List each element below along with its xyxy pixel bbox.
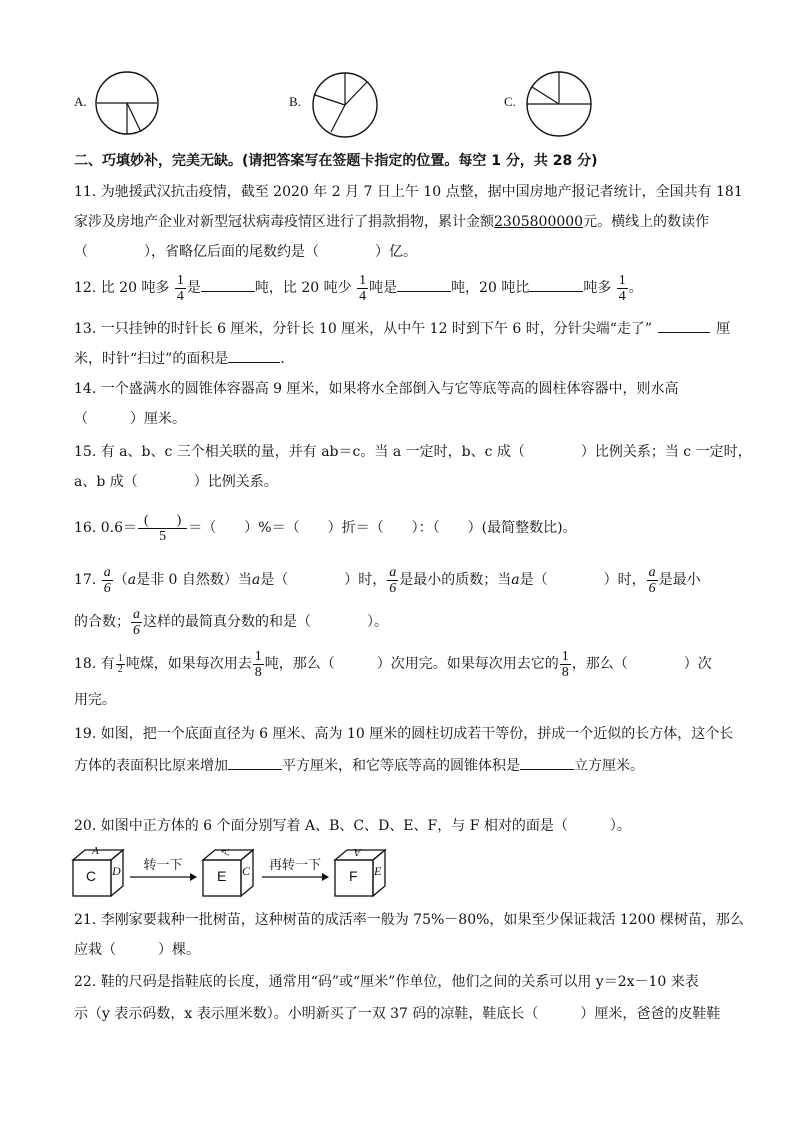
q17-fraction-1	[102, 565, 113, 596]
q15-line-2: a、b 成（ ）比例关系。	[74, 474, 278, 490]
q16-frac-num: ( )	[138, 513, 187, 529]
q17-text-4: 是（ ）时，	[260, 572, 387, 588]
q18-frac1-den: 8	[254, 664, 262, 680]
q19-line-1: 19. 如图，把一个底面直径为 6 厘米、高为 10 厘米的圆柱切成若干等份，拼成一个近似的长方体，这个长	[74, 726, 734, 742]
q17-var-a-2: a	[251, 572, 261, 588]
q18-frac1-num: 1	[254, 648, 262, 664]
q12-frac1-den: 4	[176, 288, 184, 304]
q11-line-1: 11. 为驰援武汉抗击疫情，截至 2020 年 2 月 7 日上午 10 点整，据中国房地产报记者统计，全国共有 181	[74, 184, 743, 200]
q17-text-l2a: 的合数；	[74, 614, 130, 630]
q18-text-3: 吨，那么（ ）次用完。如果每次用去它的	[264, 656, 559, 672]
q11-text-a: 家涉及房地产企业对新型冠状病毒疫情区进行了捐款捐物，累计金额	[74, 214, 494, 230]
q12-blank-3[interactable]	[529, 277, 583, 292]
q18-sfrac-num: 1	[117, 652, 123, 664]
q17-frac4-num: a	[133, 606, 140, 622]
q17-frac3-num: a	[648, 564, 656, 580]
arrow-2-label: 再转一下	[268, 858, 321, 873]
q18-text-4: ，那么（ ）次	[571, 656, 712, 672]
q17-text-2: （	[113, 572, 128, 588]
q18-small-fraction	[116, 654, 125, 675]
q16-frac-den: 5	[159, 528, 167, 544]
q16-text-2: ＝（ ）%＝（ ）折＝（ ）：（ ）(最简整数比)。	[188, 520, 577, 536]
q19-blank-2[interactable]	[520, 755, 574, 770]
cube-3-side-face: E	[374, 864, 382, 878]
cube-1	[70, 845, 126, 900]
q14-line-2: （ ）厘米。	[74, 411, 186, 427]
q17-frac2-num: a	[389, 564, 397, 580]
q11-line-2	[74, 212, 709, 232]
q18-fraction-1	[253, 649, 264, 680]
q12-line	[74, 270, 643, 306]
option-a-label: A.	[74, 94, 87, 109]
q17-var-a-1: a	[127, 572, 137, 588]
q14-line-1: 14. 一个盛满水的圆锥体容器高 9 厘米，如果将水全部倒入与它等底等高的圆柱体容器中，则水高	[74, 381, 679, 397]
q18-text-2: 吨煤，如果每次用去	[125, 656, 252, 672]
arrow-1-icon	[130, 872, 198, 882]
section-title: 二、巧填妙补，完美无缺。(请把答案写在签题卡指定的位置。每空 1 分，共 28 分)	[74, 153, 598, 169]
q13-line-1	[74, 318, 730, 339]
q17-fraction-3	[647, 565, 658, 596]
q18-sfrac-den: 2	[117, 663, 123, 675]
q17-line-1	[74, 562, 701, 598]
q16-text-1: 16. 0.6＝	[74, 520, 137, 536]
q13-line-2	[74, 348, 285, 369]
q17-text-l2b: 这样的最简真分数的和是（ ）。	[143, 614, 388, 630]
cube-3-front-face: F	[349, 868, 358, 884]
q17-text-1: 17.	[74, 572, 97, 588]
q12-text-3: 吨，比 20 吨少	[254, 280, 352, 296]
q11-line-3: （ ），省略亿后面的尾数约是（ ）亿。	[74, 244, 417, 260]
q18-line-2: 用完。	[74, 692, 116, 708]
q12-frac2-den: 4	[359, 288, 367, 304]
q19-text-a: 方体的表面积比原来增加	[74, 758, 228, 774]
q13-text-2b: .	[280, 351, 285, 367]
q17-frac2-den: 6	[389, 580, 397, 596]
q18-text-1: 18. 有	[74, 656, 115, 672]
q18-fraction-2	[560, 649, 571, 680]
q12-frac3-den: 4	[618, 288, 626, 304]
q17-fraction-4	[131, 607, 142, 638]
cube-2-front-face: E	[217, 868, 227, 884]
q17-frac1-den: 6	[103, 580, 111, 596]
q17-text-5: 是最小的质数；当	[399, 572, 512, 588]
q17-fraction-2	[387, 565, 398, 596]
cube-2	[200, 848, 256, 900]
q18-line-1	[74, 646, 712, 682]
cube-2-top-face: A	[219, 848, 232, 856]
q13-text-1b: 厘	[716, 321, 731, 337]
cube-3	[332, 848, 388, 900]
q12-text-1: 12. 比 20 吨多	[74, 280, 170, 296]
q13-text-1a: 13. 一只挂钟的时针长 6 厘米，分针长 10 厘米，从中午 12 时到下午 6 时，分针尖端“走了”	[74, 321, 653, 337]
q17-line-2	[74, 604, 388, 640]
q11-underlined-number: 2305800000	[494, 214, 584, 230]
q17-frac1-num: a	[103, 564, 111, 580]
option-c-label: C.	[504, 94, 516, 109]
q12-fraction-3	[617, 273, 628, 304]
q19-text-c: 立方厘米。	[574, 758, 644, 774]
q12-text-5: 吨，20 吨比	[451, 280, 530, 296]
q12-frac1-num: 1	[176, 272, 184, 288]
q12-blank-2[interactable]	[397, 277, 451, 292]
q17-var-a-3: a	[511, 572, 520, 588]
q16-fraction	[138, 513, 187, 544]
cube-1-side-face: D	[112, 864, 121, 878]
q17-text-3: 是非 0 自然数）当	[136, 572, 252, 588]
cube-1-front-face: C	[86, 868, 97, 884]
q12-frac2-num: 1	[359, 272, 367, 288]
q12-fraction-2	[357, 273, 368, 304]
q17-frac3-den: 6	[648, 580, 656, 596]
q22-line-2: 示（y 表示码数，x 表示厘米数）。小明新买了一双 37 码的凉鞋，鞋底长（ ）厘米，爸爸的皮鞋鞋	[74, 1006, 721, 1022]
q19-text-b: 平方厘米，和它等底等高的圆锥体积是	[282, 758, 520, 774]
arrow-1-label: 转一下	[143, 858, 183, 873]
q12-text-2: 是	[186, 280, 201, 296]
q16-line	[74, 508, 577, 548]
cube-3-top-face: A	[354, 846, 361, 858]
q13-text-2a: 米，时针“扫过”的面积是	[74, 351, 229, 367]
q11-text-b: 元。横线上的数读作	[583, 214, 710, 230]
q17-frac4-den: 6	[133, 622, 140, 638]
option-c-circle-figure	[524, 68, 596, 140]
q15-line-1: 15. 有 a、b、c 三个相关联的量，并有 ab＝c。当 a 一定时，b、c 成（ ）比例关系；当 c 一定时，	[74, 444, 752, 460]
option-a-circle-figure	[94, 70, 164, 140]
q21-line-1: 21. 李刚家要栽种一批树苗，这种树苗的成活率一般为 75%－80%，如果至少保证栽活 1200 棵树苗，那么	[74, 912, 744, 928]
arrow-2-icon	[262, 872, 330, 882]
q12-frac3-num: 1	[618, 272, 626, 288]
q12-fraction-1	[175, 273, 186, 304]
cube-1-top-face: A	[92, 845, 99, 857]
q13-blank-1[interactable]	[658, 318, 710, 333]
q17-text-7: 是最小	[658, 572, 701, 588]
q13-blank-2[interactable]	[228, 348, 280, 363]
q21-line-2: 应栽（ ）棵。	[74, 942, 200, 958]
q12-text-7: 。	[628, 280, 643, 296]
q22-line-1: 22. 鞋的尺码是指鞋底的长度，通常用“码”或“厘米”作单位，他们之间的关系可以用 y＝2x－10 来表	[74, 974, 699, 990]
q12-text-4: 吨是	[369, 280, 398, 296]
q12-text-6: 吨多	[583, 280, 612, 296]
q18-frac2-den: 8	[561, 664, 569, 680]
q17-text-6: 是（ ）时，	[519, 572, 646, 588]
q18-frac2-num: 1	[561, 648, 569, 664]
q19-line-2	[74, 755, 644, 776]
option-b-circle-figure	[309, 70, 381, 142]
q12-blank-1[interactable]	[201, 277, 255, 292]
option-b-label: B.	[289, 94, 301, 109]
q19-blank-1[interactable]	[228, 755, 282, 770]
q20-line-1: 20. 如图中正方体的 6 个面分别写着 A、B、C、D、E、F，与 F 相对的面是（ ）。	[74, 818, 631, 834]
cube-2-side-face: C	[242, 864, 251, 878]
